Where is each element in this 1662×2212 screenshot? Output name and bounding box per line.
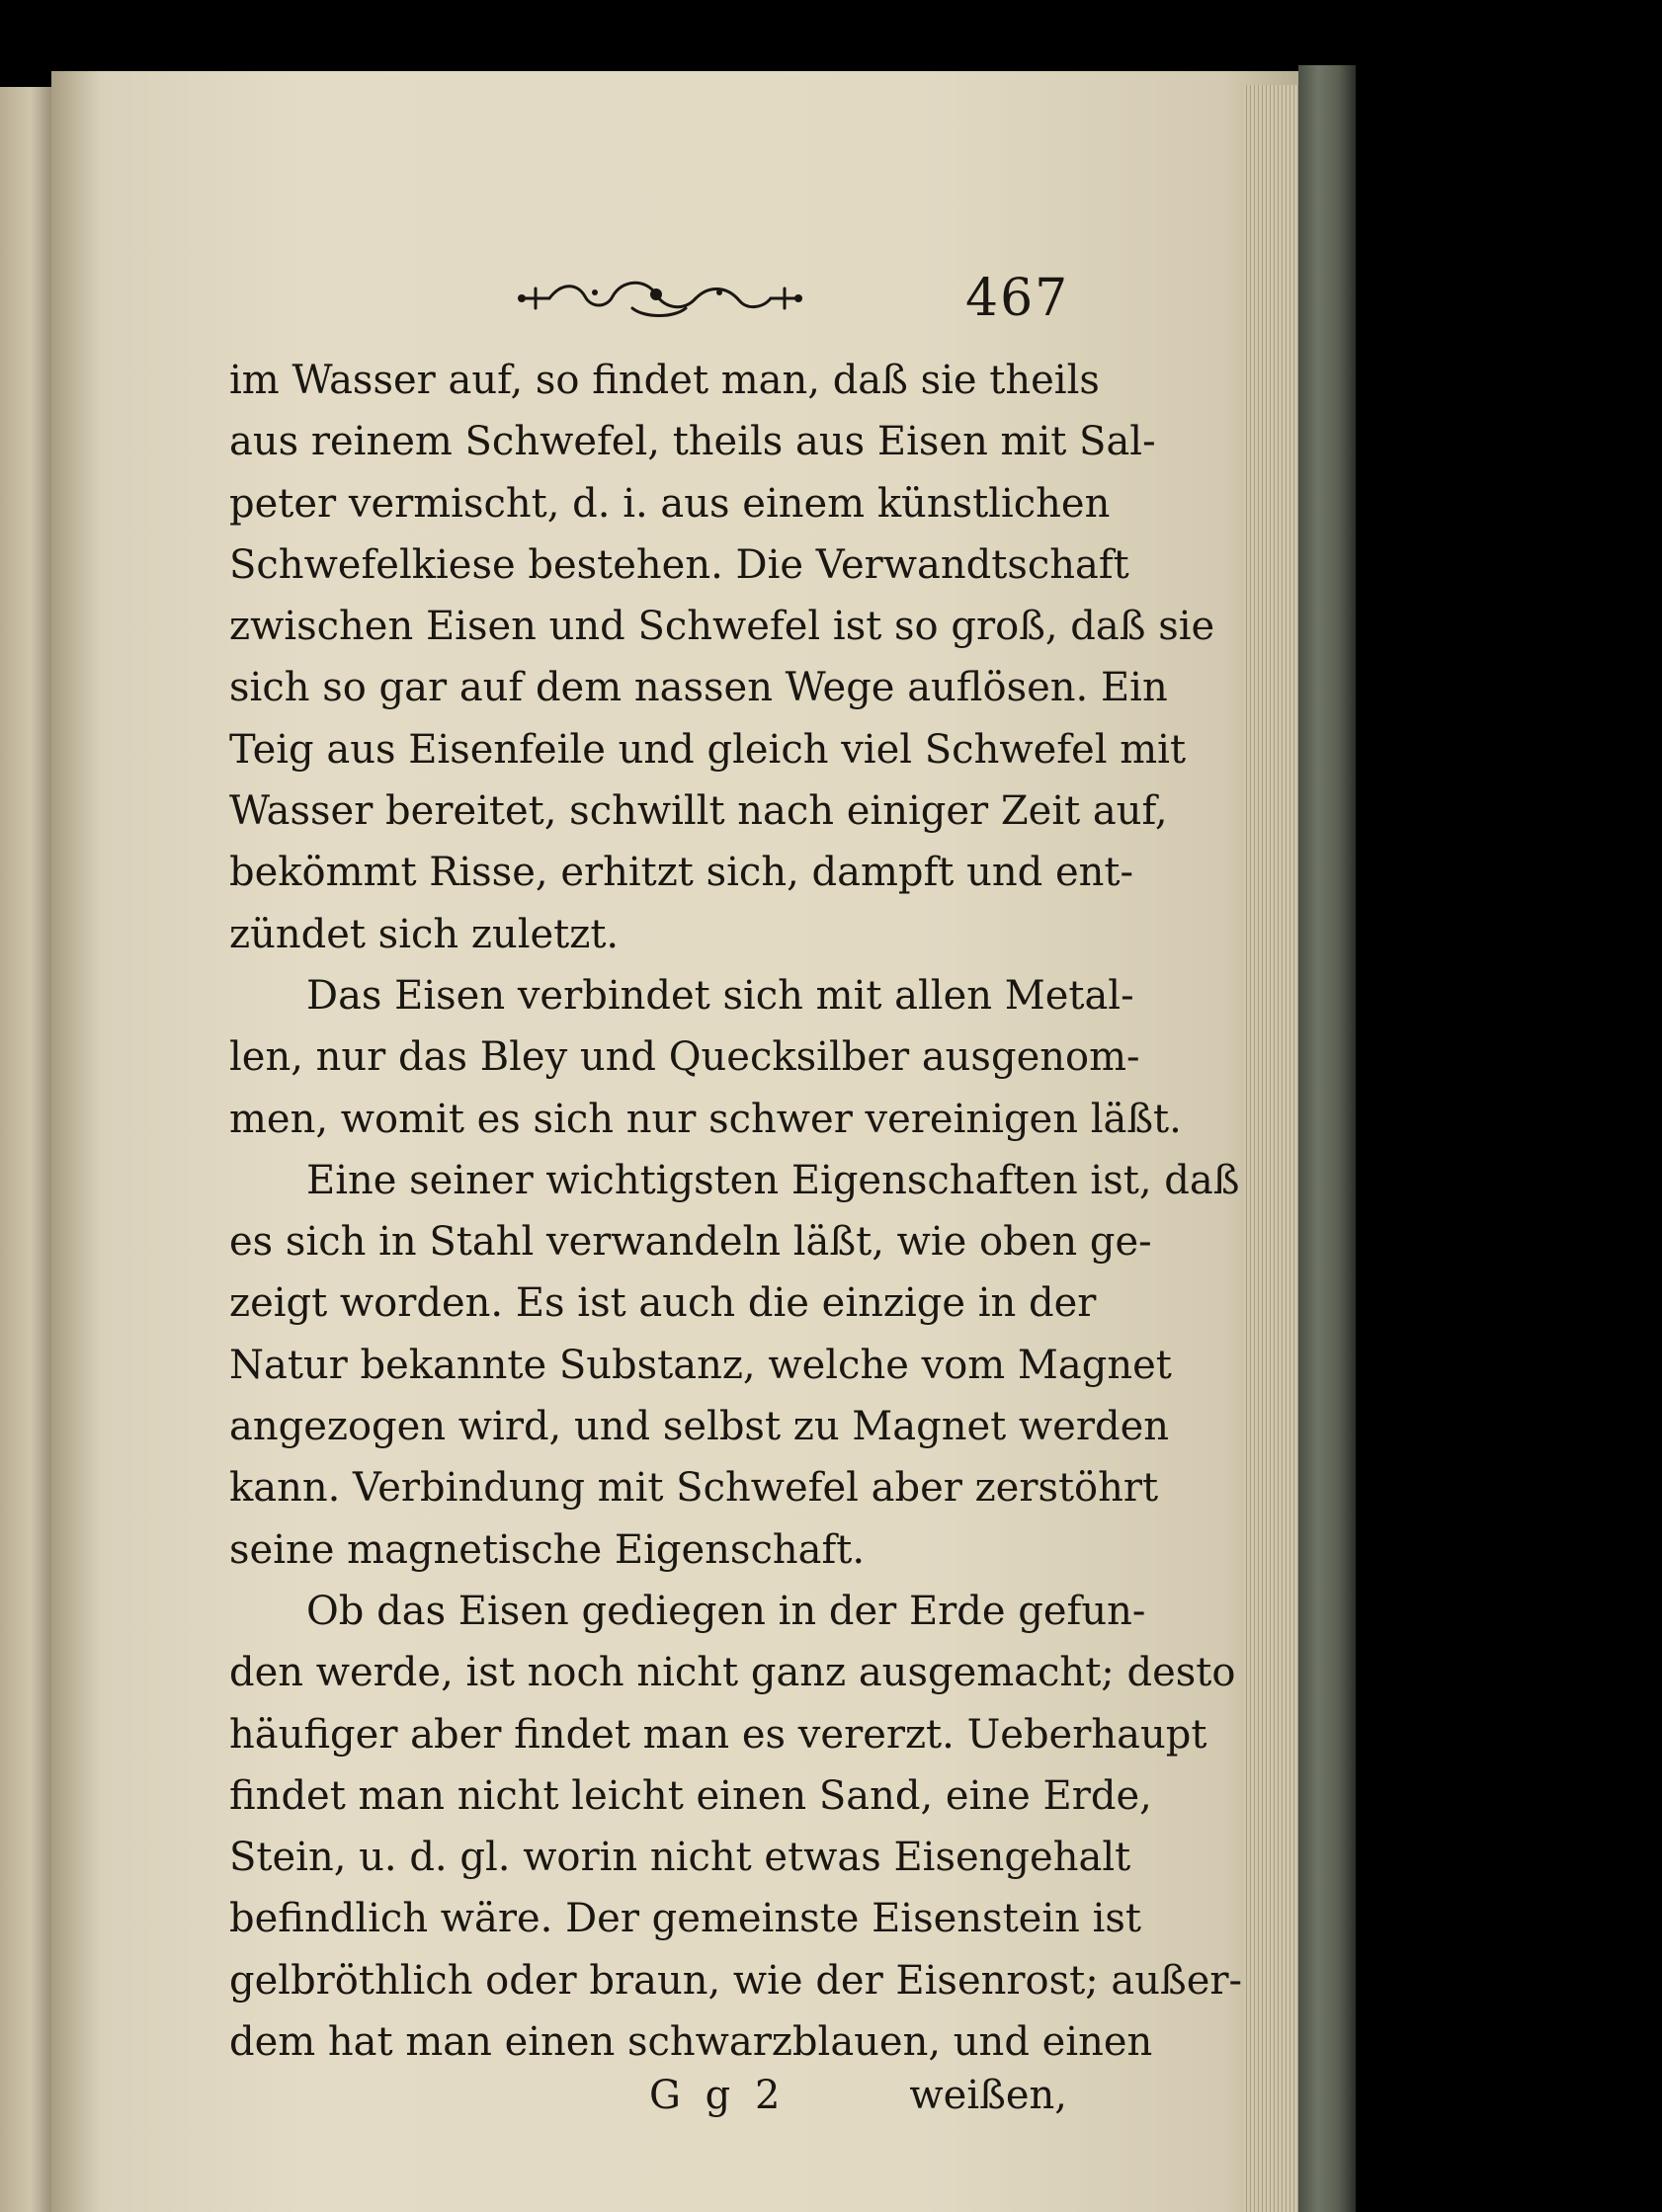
text-line: aus reinem Schwefel, theils aus Eisen mit Sal-: [229, 419, 1156, 465]
text-line: sich so gar auf dem nassen Wege auflösen. Ein: [229, 665, 1168, 711]
body-text: [229, 350, 1243, 2073]
text-line: len, nur das Bley und Quecksilber ausgenom-: [229, 1034, 1140, 1081]
text-line: bekömmt Risse, erhitzt sich, dampft und ent-: [229, 850, 1133, 896]
left-page-edge: [0, 87, 51, 2212]
text-line: im Wasser auf, so findet man, daß sie theils: [229, 358, 1100, 403]
text-line: Ob das Eisen gediegen in der Erde gefun-: [306, 1588, 1146, 1634]
signature-mark: G g 2: [649, 2073, 787, 2119]
text-line: häufiger aber findet man es vererzt. Ueberhaupt: [229, 1711, 1207, 1758]
decorative-header-ornament-icon: [516, 273, 802, 324]
text-line: Eine seiner wichtigsten Eigenschaften ist, daß: [306, 1157, 1240, 1203]
right-page: [51, 71, 1298, 2212]
text-line: Das Eisen verbindet sich mit allen Metal-: [306, 972, 1134, 1019]
text-line: peter vermischt, d. i. aus einem künstlichen: [229, 480, 1111, 527]
text-line: men, womit es sich nur schwer vereinigen läßt.: [229, 1096, 1182, 1142]
page-footer: [229, 2073, 1079, 2134]
text-line: gelbröthlich oder braun, wie der Eisenrost; außer-: [229, 1957, 1243, 2004]
text-line: Schwefelkiese bestehen. Die Verwandtschaft: [229, 541, 1129, 588]
text-line: Teig aus Eisenfeile und gleich viel Schwefel mit: [229, 726, 1187, 773]
catchword: weißen,: [909, 2073, 1067, 2119]
text-line: Wasser bereitet, schwillt nach einiger Zeit auf,: [229, 788, 1168, 835]
text-line: Natur bekannte Substanz, welche vom Magnet: [229, 1342, 1172, 1388]
text-line: den werde, ist noch nicht ganz ausgemacht; desto: [229, 1650, 1236, 1696]
text-line: zwischen Eisen und Schwefel ist so groß, daß sie: [229, 604, 1215, 650]
page-header: [229, 265, 1079, 336]
text-line: seine magnetische Eigenschaft.: [229, 1526, 866, 1573]
text-line: es sich in Stahl verwandeln läßt, wie oben ge-: [229, 1219, 1152, 1266]
text-line: dem hat man einen schwarzblauen, und einen: [229, 2019, 1153, 2066]
text-line: kann. Verbindung mit Schwefel aber zerstöhrt: [229, 1465, 1159, 1512]
text-line: Stein, u. d. gl. worin nicht etwas Eisengehalt: [229, 1835, 1131, 1881]
page-content: [229, 265, 1243, 2134]
text-line: befindlich wäre. Der gemeinste Eisenstein ist: [229, 1896, 1141, 1942]
text-line: angezogen wird, und selbst zu Magnet werden: [229, 1404, 1169, 1450]
text-line: zeigt worden. Es ist auch die einzige in der: [229, 1280, 1097, 1327]
page-number: 467: [965, 269, 1070, 328]
text-line: findet man nicht leicht einen Sand, eine Erde,: [229, 1772, 1152, 1819]
text-line: zündet sich zuletzt.: [229, 911, 620, 957]
page-block-edges: [1243, 85, 1298, 2212]
book-cover-edge: [1298, 65, 1356, 2212]
